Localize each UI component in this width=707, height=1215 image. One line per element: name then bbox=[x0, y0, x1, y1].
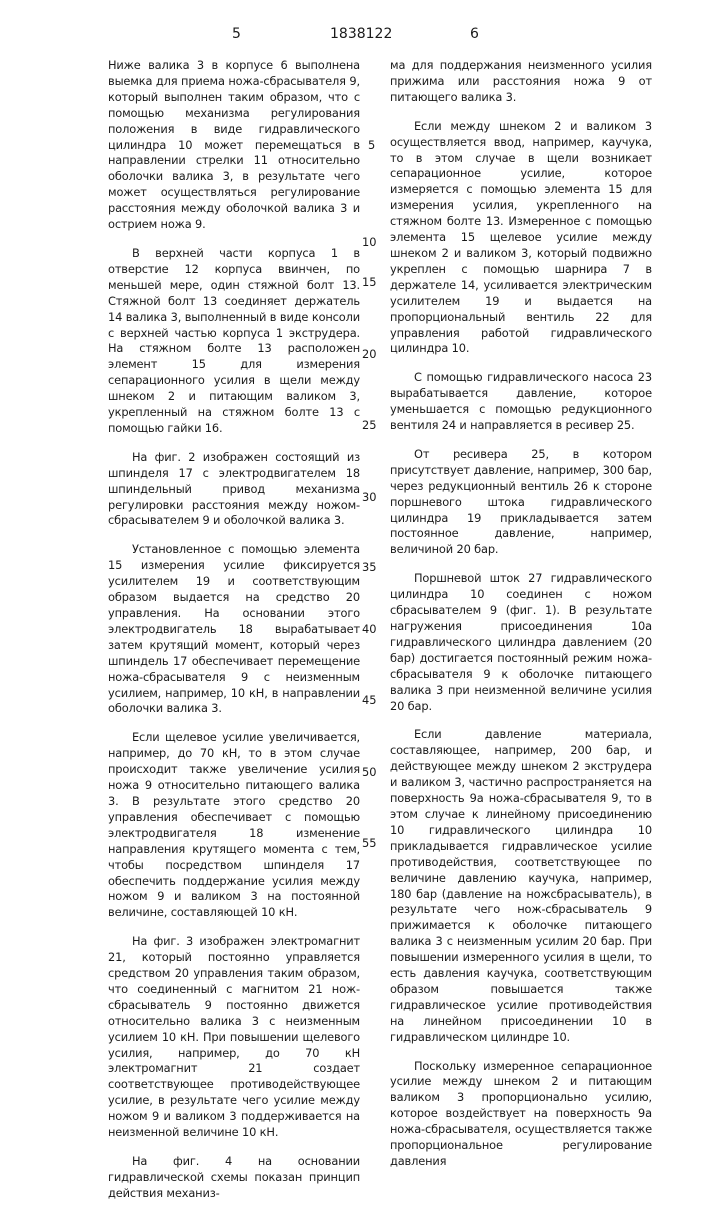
line-number: 45 bbox=[362, 693, 377, 707]
patent-number: 1838122 bbox=[330, 26, 392, 42]
paragraph: В верхней части корпуса 1 в отверстие 12 корпуса ввинчен, по меньшей мере, один стяжной болт 13. Стяжной болт 13 соединяет держатель 14 валика 3, выполненный в виде консоли с верхней частью корпуса 1 экструдера. На стяжном болте 13 расположен элемент 15 для измерения сепарационного усилия в щели между шнеком 2 и питающим валиком 3, укрепленный на стяжном болте 13 с помощью гайки 16. bbox=[108, 246, 360, 437]
page-number-right: 6 bbox=[470, 26, 479, 42]
paragraph: Поршневой шток 27 гидравлического цилиндра 10 соединен с ножом сбрасывателем 9 (фиг. 1). В результате нагружения присоединения 10а гидравлического цилиндра давлением (20 бар) достигается постоянный режим ножа-сбрасывателя 9 к оболочке питающего валика 3 при неизменной величине усилия 20 бар. bbox=[390, 571, 652, 714]
line-number: 50 bbox=[362, 765, 377, 779]
line-number: 30 bbox=[362, 490, 377, 504]
line-number: 15 bbox=[362, 275, 377, 289]
paragraph: Если между шнеком 2 и валиком 3 осуществляется ввод, например, каучука, то в этом случае в щели возникает сепарационное усилие, которое измеряется с помощью элемента 15 для измерения усилия, укрепленного на стяжном болте 13. Измеренное с помощью элемента 15 щелевое усилие между шнеком 2 и валиком 3, который подвижно укреплен с помощью шарнира 7 в держателе 14, усиливается электрическим усилителем 19 и выдается на пропорциональный вентиль 22 для управления работой гидравлического цилиндра 10. bbox=[390, 119, 652, 358]
paragraph: ма для поддержания неизменного усилия прижима или расстояния ножа 9 от питающего валика 3. bbox=[390, 58, 652, 106]
line-number: 10 bbox=[362, 235, 377, 249]
paragraph: От ресивера 25, в котором присутствует давление, например, 300 бар, через редукционный вентиль 26 к стороне поршневого штока гидравлического цилиндра 19 прикладывается затем постоянное давление, например, величиной 20 бар. bbox=[390, 447, 652, 558]
line-number: 35 bbox=[362, 560, 377, 574]
paragraph: На фиг. 4 на основании гидравлической схемы показан принцип действия механиз- bbox=[108, 1154, 360, 1202]
paragraph: Ниже валика 3 в корпусе 6 выполнена выемка для приема ножа-сбрасывателя 9, который выполнен таким образом, что с помощью механизма регулирования положения в виде гидравлического цилиндра 10 может перемещаться в направлении стрелки 11 относительно оболочки валика 3, в результате чего может осуществляться регулирование расстояния между оболочкой валика 3 и острием ножа 9. bbox=[108, 58, 360, 233]
paragraph: На фиг. 3 изображен электромагнит 21, который постоянно управляется средством 20 управления таким образом, что соединенный с магнитом 21 нож-сбрасыватель 9 постоянно движется относительно валика 3 с неизменным усилием 10 кН. При повышении щелевого усилия, например, до 70 кН электромагнит 21 создает соответствующее противодействующее усилие, в результате чего усилие между ножом 9 и валиком 3 поддерживается на неизменной величине 10 кН. bbox=[108, 934, 360, 1141]
paragraph: Если щелевое усилие увеличивается, например, до 70 кН, то в этом случае происходит также увеличение усилия ножа 9 относительно питающего валика 3. В результате этого средство 20 управления обеспечивает с помощью электродвигателя 18 изменение направления крутящего момента с тем, чтобы посредством шпинделя 17 обеспечить поддержание усилия между ножом 9 и валиком 3 на постоянной величине, составляющей 10 кН. bbox=[108, 730, 360, 921]
paragraph: Поскольку измеренное сепарационное усилие между шнеком 2 и питающим валиком 3 пропорционально усилию, которое воздействует на поверхность 9а ножа-сбрасывателя, осуществляется также пропорциональное регулирование давления bbox=[390, 1059, 652, 1170]
line-number: 5 bbox=[368, 138, 375, 152]
paragraph: На фиг. 2 изображен состоящий из шпинделя 17 с электродвигателем 18 шпиндельный привод механизма регулировки расстояния между ножом-сбрасывателем 9 и оболочкой валика 3. bbox=[108, 450, 360, 530]
paragraph: Если давление материала, составляющее, например, 200 бар, и действующее между шнеком 2 экструдера и валиком 3, частично распространяется на поверхность 9а ножа-сбрасывателя 9, то в этом случае к линейному присоединению 10 гидравлического цилиндра 10 прикладывается гидравлическое усилие противодействия, соответствующее по величине давлению каучука, например, 180 бар (давление на ножсбрасыватель), в результате чего нож-сбрасыватель 9 прижимается к оболочке питающего валика 3 с неизменным усилим 20 бар. При повышении измеренного усилия в щели, то есть давления каучука, соответствующим образом повышается также гидравлическое усилие противодействия на линейном присоединении 10 в гидравлическом цилиндре 10. bbox=[390, 727, 652, 1045]
right-column bbox=[390, 58, 652, 1183]
line-number: 55 bbox=[362, 836, 377, 850]
line-number: 40 bbox=[362, 622, 377, 636]
left-column bbox=[108, 58, 360, 1215]
paragraph: С помощью гидравлического насоса 23 вырабатывается давление, которое уменьшается с помощью редукционного вентиля 24 и направляется в ресивер 25. bbox=[390, 370, 652, 434]
page-number-left: 5 bbox=[232, 26, 241, 42]
line-number: 20 bbox=[362, 347, 377, 361]
line-number: 25 bbox=[362, 418, 377, 432]
paragraph: Установленное с помощью элемента 15 измерения усилие фиксируется усилителем 19 и соответствующим образом выдается на средство 20 управления. На основании этого электродвигатель 18 вырабатывает затем крутящий момент, который через шпиндель 17 обеспечивает перемещение ножа-сбрасывателя 9 с неизменным усилием, например, 10 кН, в направлении оболочки валика 3. bbox=[108, 542, 360, 717]
